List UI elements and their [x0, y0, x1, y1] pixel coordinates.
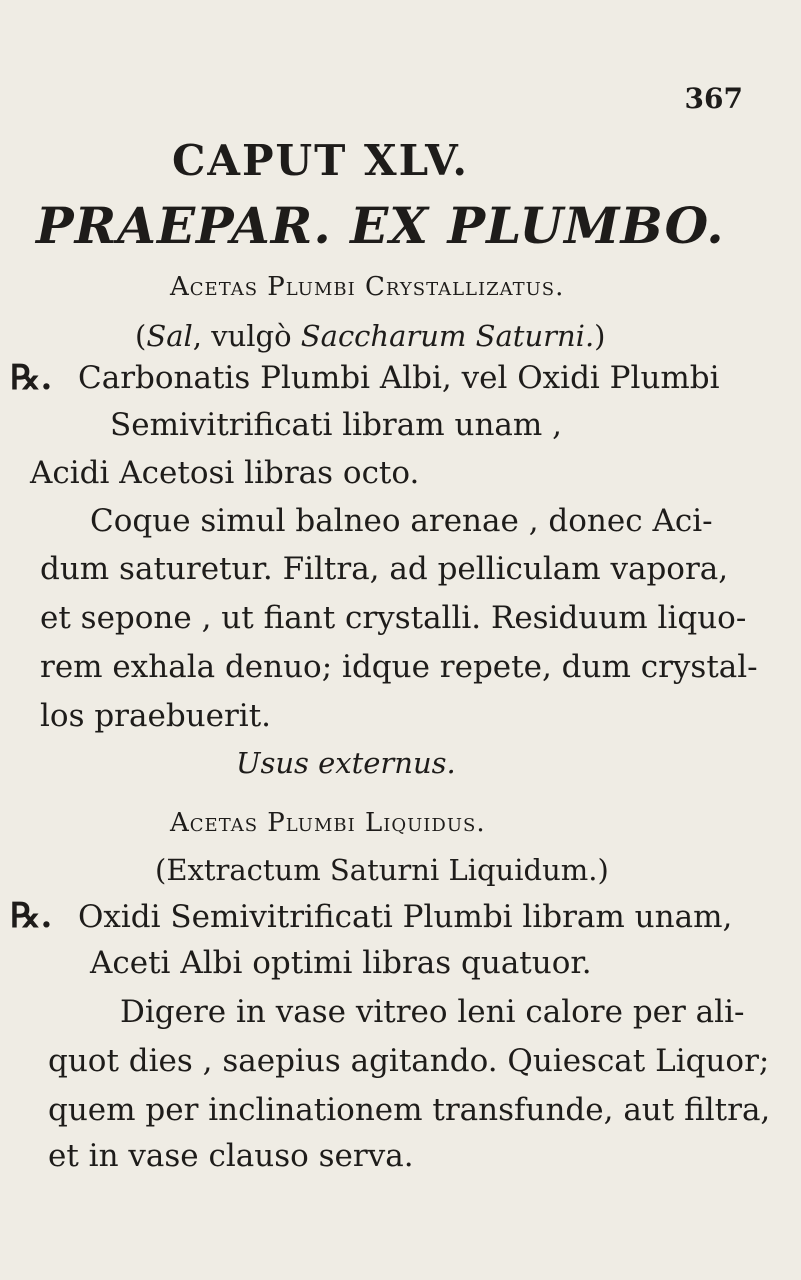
- recipe2-heading: Acetas Plumbi Liquidus.: [170, 808, 486, 838]
- recipe2-instruction: quot dies , saepius agitando. Quiescat Liquor;: [48, 1043, 770, 1079]
- recipe1-rx-symbol: ℞.: [10, 358, 53, 398]
- recipe2-instruction: quem per inclinationem transfunde, aut filtra,: [48, 1092, 771, 1128]
- recipe1-subtitle-open: (: [135, 319, 147, 353]
- recipe2-instruction: Digere in vase vitreo leni calore per ali-: [120, 994, 745, 1030]
- page-number: 367: [684, 82, 743, 115]
- recipe2-subtitle: (Extractum Saturni Liquidum.): [155, 853, 609, 887]
- recipe2-ingredient: Aceti Albi optimi libras quatuor.: [90, 945, 592, 981]
- recipe2-ingredient: Oxidi Semivitrificati Plumbi libram unam,: [78, 899, 733, 935]
- recipe1-heading: Acetas Plumbi Crystallizatus.: [170, 272, 565, 302]
- recipe1-subtitle-sal: Sal: [146, 319, 193, 353]
- recipe2-instruction: et in vase clauso serva.: [48, 1138, 414, 1174]
- recipe1-instruction: dum saturetur. Filtra, ad pelliculam vapora,: [40, 551, 729, 587]
- recipe1-ingredient: Acidi Acetosi libras octo.: [30, 455, 420, 491]
- recipe1-instruction: Coque simul balneo arenae , donec Aci-: [90, 503, 713, 539]
- recipe1-instruction: et sepone , ut fiant crystalli. Residuum liquo-: [40, 600, 747, 636]
- recipe1-ingredient: Carbonatis Plumbi Albi, vel Oxidi Plumbi: [78, 360, 720, 396]
- recipe1-subtitle-mid: , vulgò: [192, 319, 292, 353]
- recipe1-subtitle: [135, 319, 606, 353]
- usage-note: Usus externus.: [236, 746, 456, 780]
- recipe1-instruction: rem exhala denuo; idque repete, dum crystal-: [40, 649, 758, 685]
- chapter-heading: CAPUT XLV.: [171, 136, 470, 185]
- recipe1-subtitle-name: Saccharum Saturni.: [300, 319, 595, 353]
- recipe1-instruction: los praebuerit.: [40, 698, 272, 734]
- recipe1-subtitle-close: ): [594, 319, 606, 353]
- recipe2-rx-symbol: ℞.: [10, 896, 53, 936]
- section-title: PRAEPAR. EX PLUMBO.: [36, 196, 725, 255]
- recipe1-ingredient: Semivitrificati libram unam ,: [110, 407, 562, 443]
